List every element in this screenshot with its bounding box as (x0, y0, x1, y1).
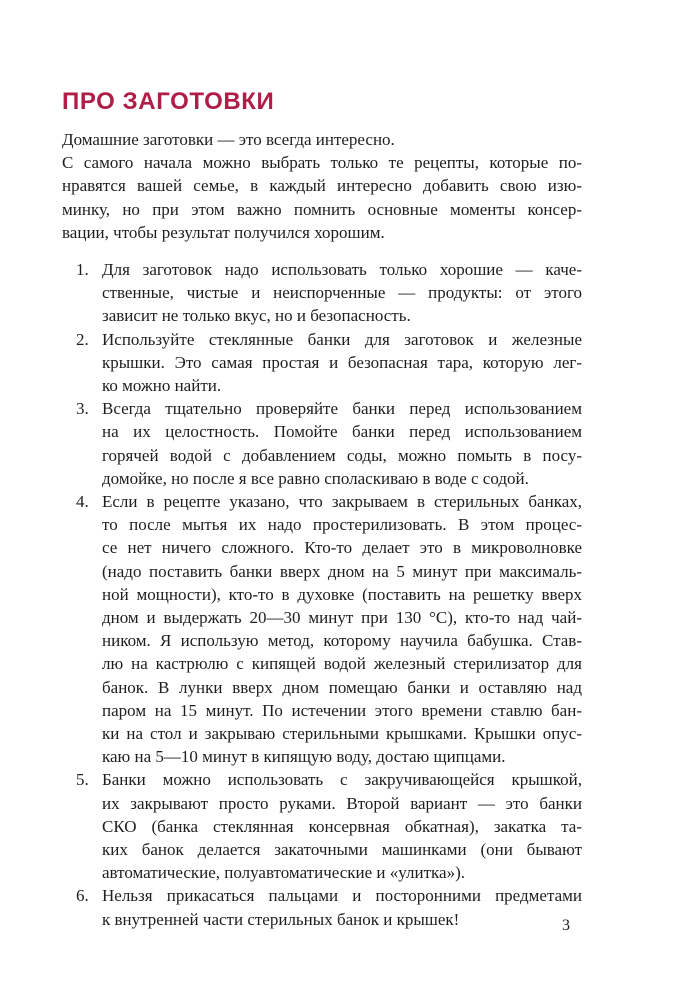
list-item-line: домойке, но после я все равно споласкиваю в воде с содой. (102, 468, 529, 488)
list-item-line: горячей водой с добавлением соды, можно помыть в посу- (102, 445, 582, 465)
list-item-line: ко можно найти. (102, 376, 222, 396)
list-item-line: паром на 15 минут. По истечении этого времени ставлю бан- (102, 700, 582, 720)
list-item-line: крышки. Это самая простая и безопасная тара, которую лег- (102, 352, 582, 372)
list-item-line: дном и выдержать 20—30 минут при 130 °С), кто-то над чай- (102, 608, 582, 628)
list-item-line: Нельзя прикасаться пальцами и посторонними предметами (102, 886, 582, 906)
list-item-line: СКО (банка стеклянная консервная обкатная), закатка та- (102, 816, 582, 836)
intro-line: Домашние заготовки — это всегда интересно. (62, 130, 395, 149)
list-item-line: ких банок делается закаточными машинками (они бывают (102, 840, 582, 860)
list-item-line: ки на стол и закрываю стерильными крышками. Крышки опус- (102, 724, 582, 744)
list-item-line: то после мытья их надо простерилизовать. В этом процес- (102, 515, 582, 535)
intro-paragraph (62, 128, 582, 244)
list-item-number: 5. (76, 770, 89, 790)
list-item (76, 328, 582, 398)
list-item-line: зависит не только вкус, но и безопасность. (102, 306, 411, 326)
list-item-number: 4. (76, 492, 89, 512)
list-item-line: автоматические, полуавтоматические и «улитка»). (102, 863, 465, 883)
list-item-line: се нет ничего сложного. Кто-то делает это в микроволновке (102, 538, 582, 558)
list-item (76, 258, 582, 328)
list-item-line: на их целостность. Помойте банки перед использованием (102, 422, 582, 442)
list-item-line: Используйте стеклянные банки для заготовок и железные (102, 329, 582, 349)
list-item-line: ственные, чистые и неиспорченные — продукты: от этого (102, 283, 582, 303)
list-item-number: 2. (76, 329, 89, 349)
list-item-number: 6. (76, 886, 89, 906)
list-item-line: Для заготовок надо использовать только хорошие — каче- (102, 260, 582, 279)
page-title: ПРО ЗАГОТОВКИ (62, 88, 275, 115)
list-item-line: ником. Я использую метод, которому научила бабушка. Став- (102, 631, 582, 651)
tips-list (76, 258, 582, 931)
list-item-line: Банки можно использовать с закручивающейся крышкой, (102, 770, 582, 790)
list-item-number: 1. (76, 260, 89, 279)
list-item (76, 768, 582, 884)
intro-line: нравятся вашей семье, в каждый интересно добавить свою изю- (62, 176, 582, 196)
list-item-line: (надо поставить банки вверх дном на 5 минут при максималь- (102, 561, 582, 581)
list-item-line: каю на 5—10 минут в кипящую воду, достаю щипцами. (102, 747, 506, 767)
list-item-line: лю на кастрюлю с кипящей водой железный стерилизатор для (102, 654, 582, 674)
intro-line: минку, но при этом важно помнить основные моменты консер- (62, 199, 582, 219)
page-number: 3 (562, 917, 570, 934)
list-item (76, 397, 582, 490)
list-item-line: их закрывают просто руками. Второй вариант — это банки (102, 793, 582, 813)
list-item-line: банок. В лунки вверх дном помещаю банки и оставляю над (102, 677, 582, 697)
list-item-line: к внутренней части стерильных банок и крышек! (102, 909, 460, 929)
intro-line: С самого начала можно выбрать только те рецепты, которые по- (62, 153, 582, 173)
list-item-line: Всегда тщательно проверяйте банки перед использованием (102, 399, 582, 419)
list-item-line: Если в рецепте указано, что закрываем в стерильных банках, (102, 492, 582, 512)
list-item-number: 3. (76, 399, 89, 419)
list-item (76, 490, 582, 768)
list-item-line: ной мощности), кто-то в духовке (поставить на решетку вверх (102, 584, 582, 604)
list-item (76, 884, 582, 930)
intro-line: вации, чтобы результат получился хорошим. (62, 222, 385, 242)
